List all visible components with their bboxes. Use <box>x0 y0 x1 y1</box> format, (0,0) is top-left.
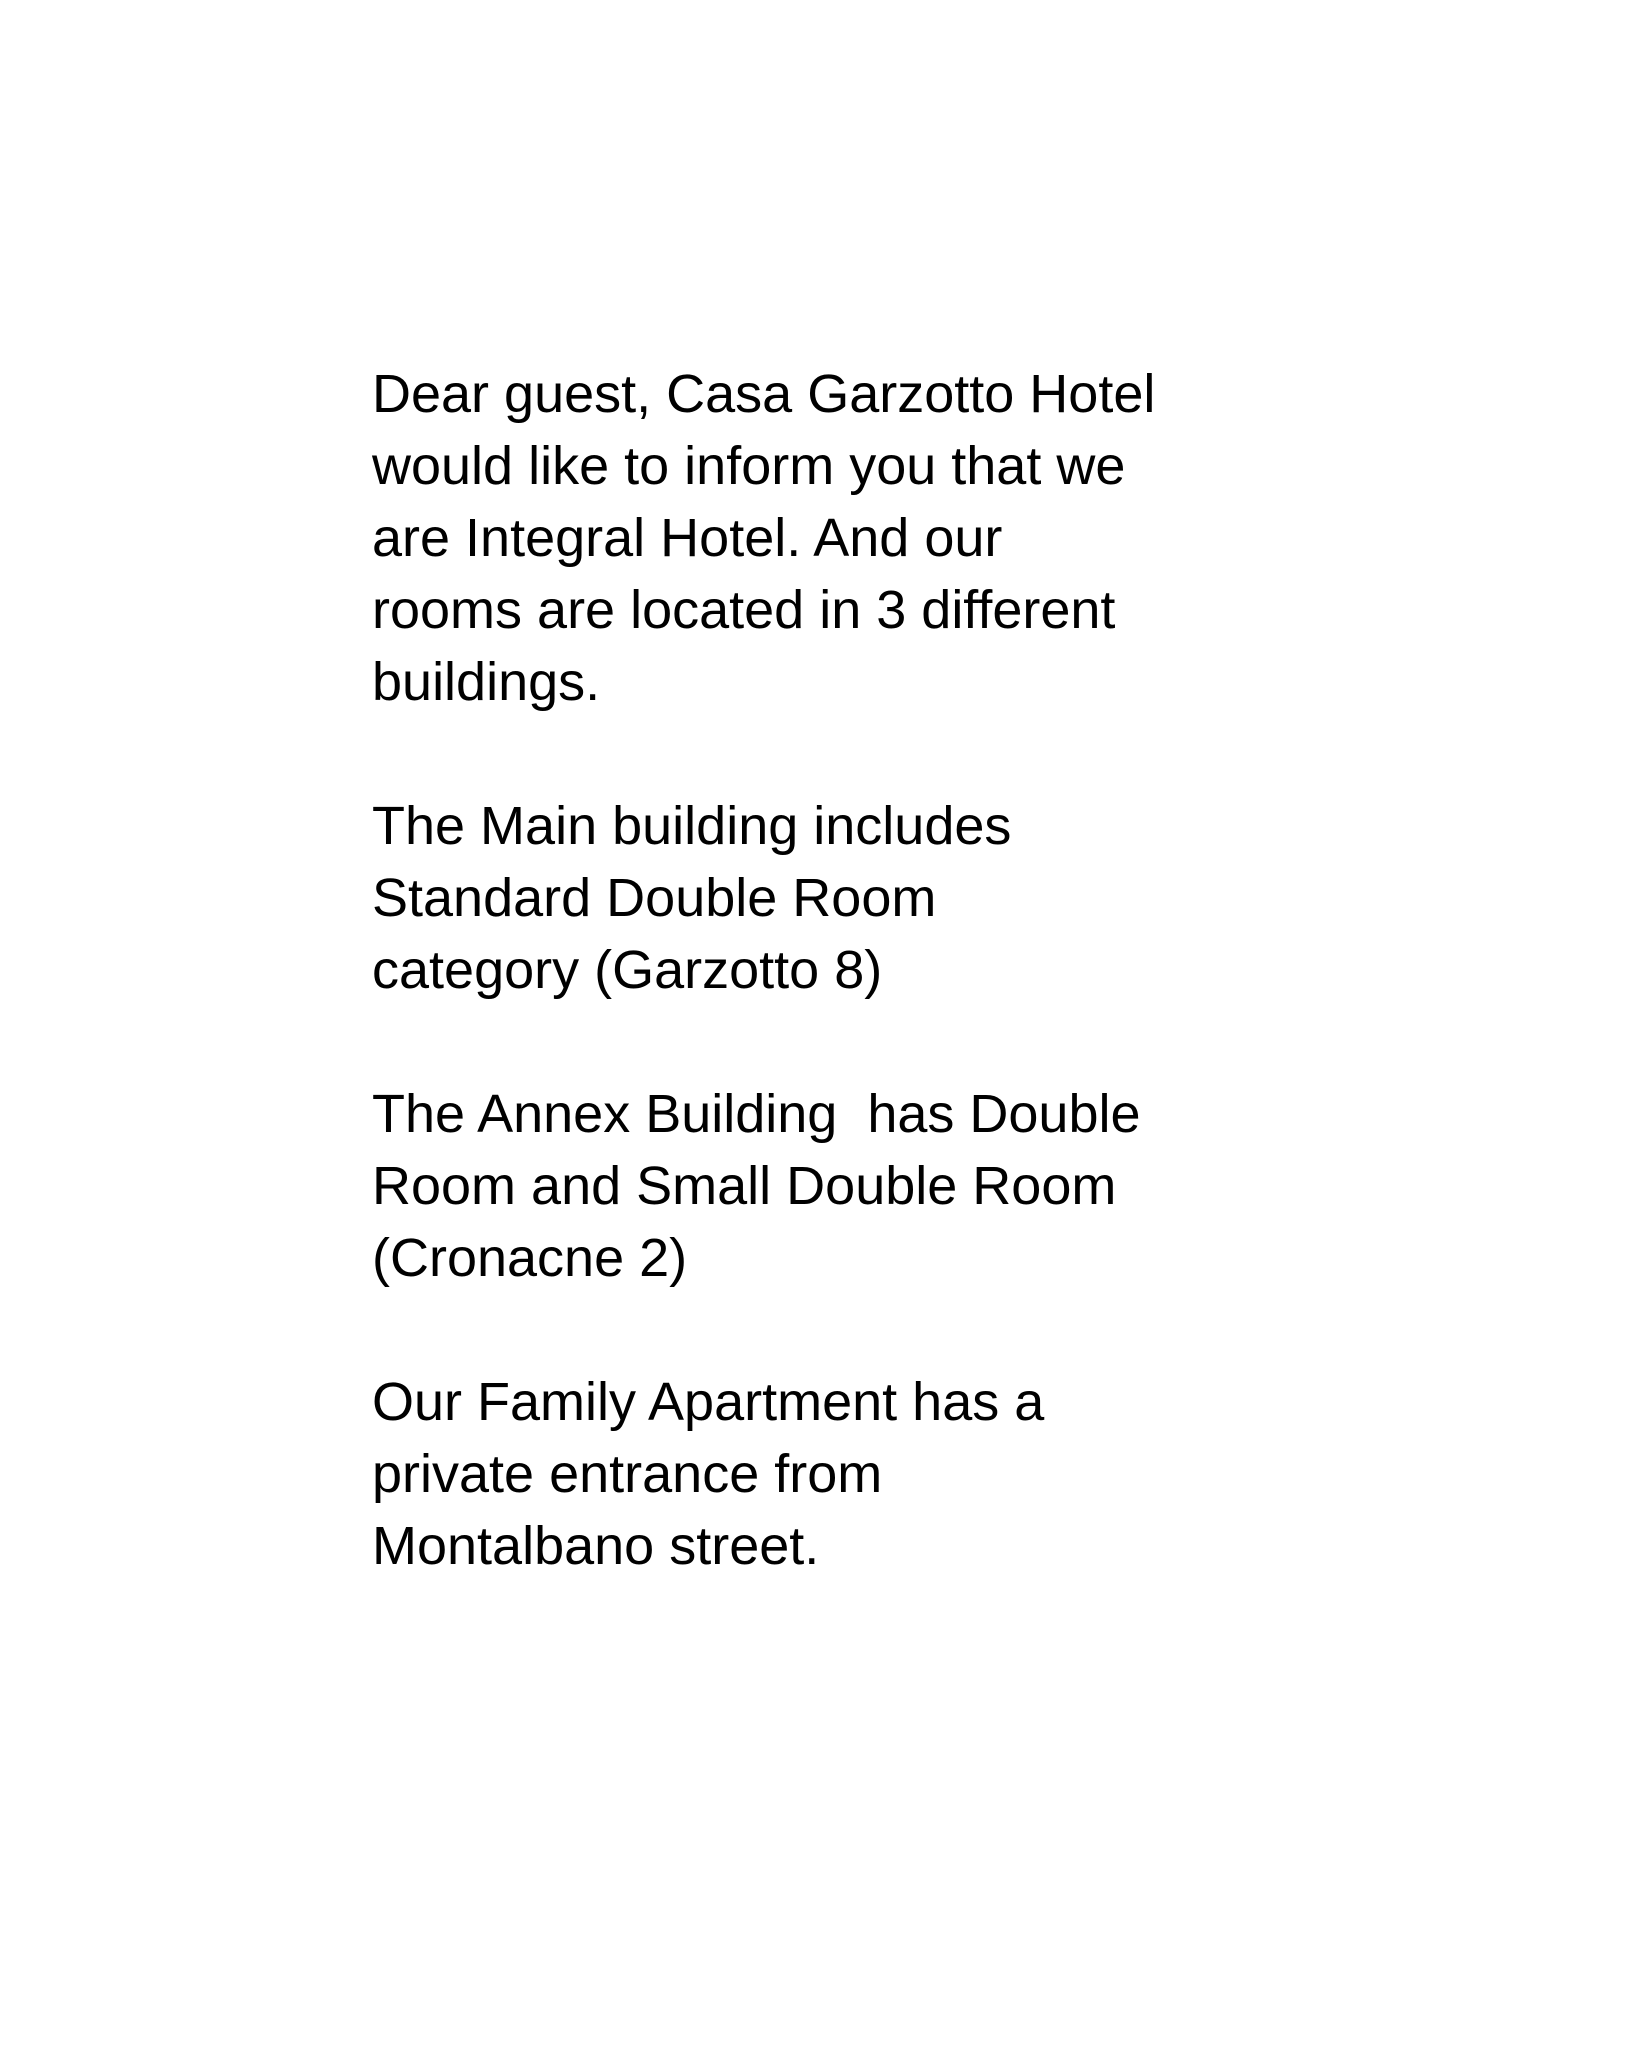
text-line: category (Garzotto 8) <box>372 940 883 1000</box>
intro-paragraph <box>372 358 1155 718</box>
text-line: Dear guest, Casa Garzotto Hotel <box>372 364 1156 424</box>
annex-building-paragraph <box>372 1078 1155 1294</box>
text-line: Montalbano street. <box>372 1516 820 1576</box>
text-line: Room and Small Double Room <box>372 1156 1117 1216</box>
text-line: Our Family Apartment has a <box>372 1372 1045 1432</box>
family-apartment-paragraph <box>372 1366 1155 1582</box>
text-line: private entrance from <box>372 1444 883 1504</box>
text-line: Standard Double Room <box>372 868 937 928</box>
text-line: are Integral Hotel. And our <box>372 508 1003 568</box>
hotel-notice <box>372 358 1155 1654</box>
text-line: would like to inform you that we <box>372 436 1126 496</box>
text-line: (Cronacne 2) <box>372 1228 688 1288</box>
text-line: buildings. <box>372 652 601 712</box>
main-building-paragraph <box>372 790 1155 1006</box>
text-line: The Main building includes <box>372 796 1012 856</box>
text-line: rooms are located in 3 different <box>372 580 1116 640</box>
text-line: The Annex Building has Double <box>372 1084 1141 1144</box>
